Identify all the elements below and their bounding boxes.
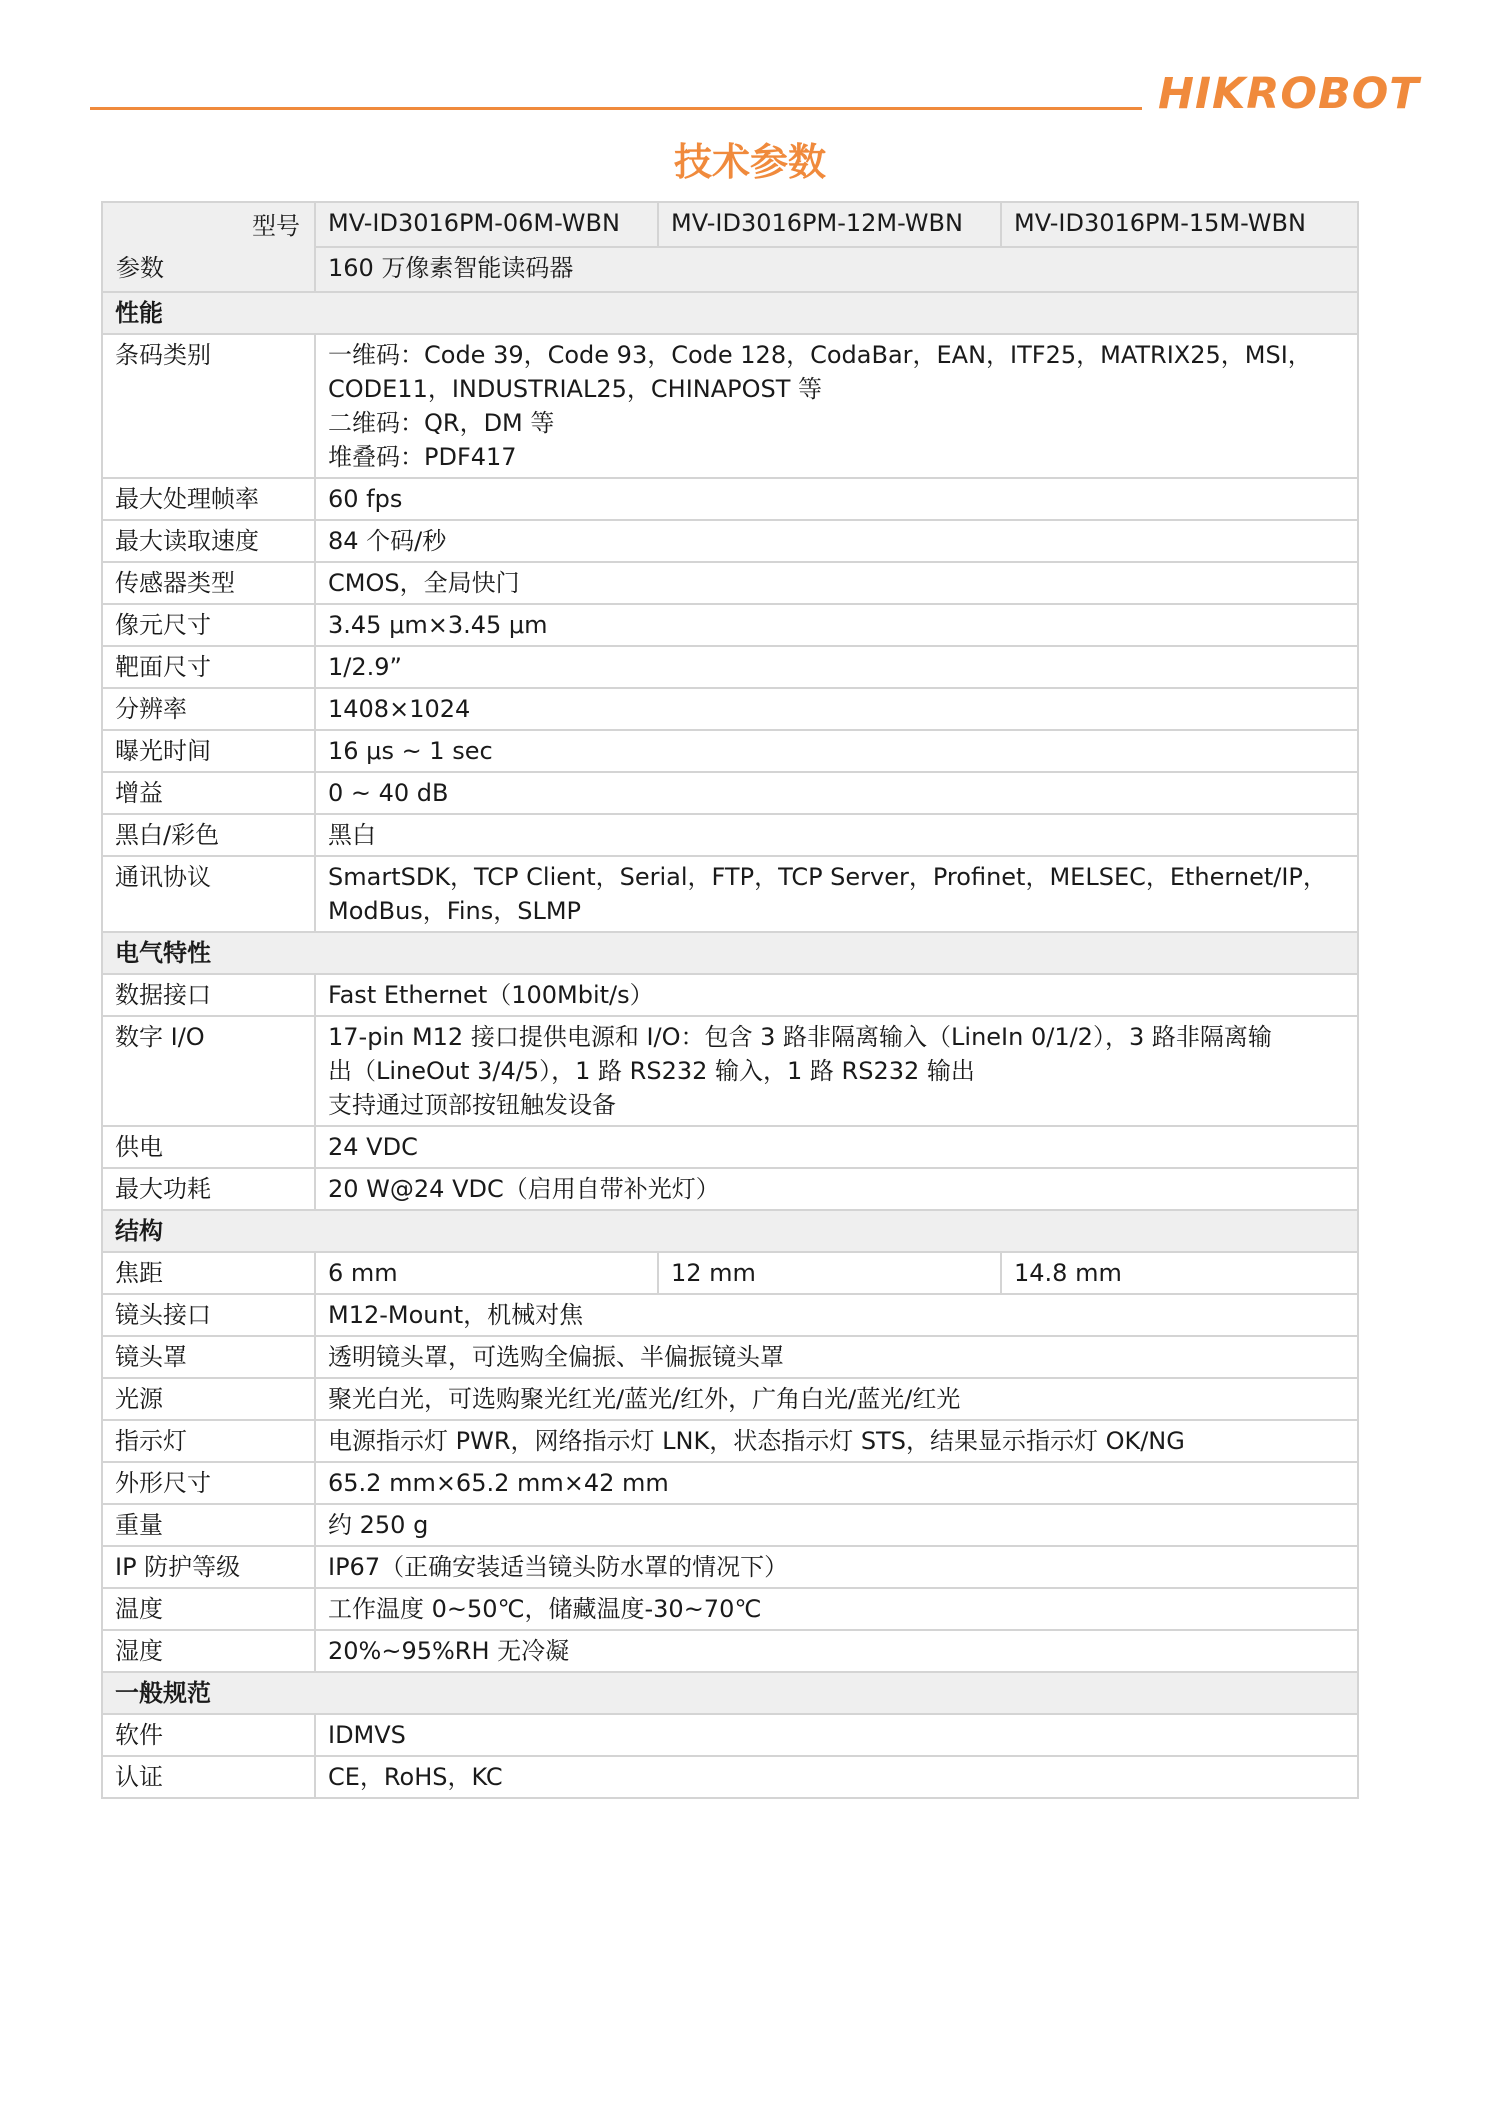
table-row <box>102 1252 1358 1294</box>
row-value: 1408×1024 <box>315 688 1358 730</box>
table-row <box>102 1126 1358 1168</box>
table-row <box>102 334 1358 478</box>
row-value-protocol <box>315 856 1358 932</box>
section-performance: 性能 <box>102 292 1358 334</box>
section-electrical: 电气特性 <box>102 932 1358 974</box>
digital-io-line-3: 支持通过顶部按钮触发设备 <box>328 1091 616 1119</box>
section-structure: 结构 <box>102 1210 1358 1252</box>
table-row <box>102 1630 1358 1672</box>
row-value: 3.45 μm×3.45 μm <box>315 604 1358 646</box>
barcode-line-2d: 二维码：QR，DM 等 <box>328 409 555 437</box>
row-value: 工作温度 0~50℃，储藏温度-30~70℃ <box>315 1588 1358 1630</box>
row-label: 靶面尺寸 <box>102 646 315 688</box>
row-label: 供电 <box>102 1126 315 1168</box>
section-row <box>102 292 1358 334</box>
row-label: 最大读取速度 <box>102 520 315 562</box>
table-row <box>102 772 1358 814</box>
row-label: 光源 <box>102 1378 315 1420</box>
focal-value-06m: 6 mm <box>315 1252 658 1294</box>
row-label: 外形尺寸 <box>102 1462 315 1504</box>
row-value: IP67（正确安装适当镜头防水罩的情况下） <box>315 1546 1358 1588</box>
section-general: 一般规范 <box>102 1672 1358 1714</box>
row-label: 数字 I/O <box>102 1016 315 1126</box>
table-row <box>102 1546 1358 1588</box>
row-value: Fast Ethernet（100Mbit/s） <box>315 974 1358 1016</box>
row-label: 条码类别 <box>102 334 315 478</box>
row-value: 65.2 mm×65.2 mm×42 mm <box>315 1462 1358 1504</box>
table-row <box>102 1588 1358 1630</box>
row-value: 黑白 <box>315 814 1358 856</box>
row-label: 通讯协议 <box>102 856 315 932</box>
table-row <box>102 688 1358 730</box>
protocol-line-2: ModBus，Fins，SLMP <box>328 897 582 925</box>
row-label: 重量 <box>102 1504 315 1546</box>
row-value: M12-Mount，机械对焦 <box>315 1294 1358 1336</box>
row-value: 20%~95%RH 无冷凝 <box>315 1630 1358 1672</box>
barcode-line-1d: 一维码：Code 39，Code 93，Code 128，CodaBar，EAN，ITF25，MATRIX25，MSI， <box>328 341 1312 369</box>
row-value-barcode <box>315 334 1358 478</box>
row-label: 数据接口 <box>102 974 315 1016</box>
section-row <box>102 1672 1358 1714</box>
table-row <box>102 1420 1358 1462</box>
row-value: 约 250 g <box>315 1504 1358 1546</box>
row-label: 曝光时间 <box>102 730 315 772</box>
table-row <box>102 1504 1358 1546</box>
row-label: IP 防护等级 <box>102 1546 315 1588</box>
table-row <box>102 1714 1358 1756</box>
table-row <box>102 1378 1358 1420</box>
row-value: 电源指示灯 PWR，网络指示灯 LNK，状态指示灯 STS，结果显示指示灯 OK/NG <box>315 1420 1358 1462</box>
corner-param-label: 参数 <box>116 254 164 282</box>
row-label: 像元尺寸 <box>102 604 315 646</box>
corner-cell <box>102 202 315 292</box>
row-value: 16 μs ~ 1 sec <box>315 730 1358 772</box>
row-value-digital-io <box>315 1016 1358 1126</box>
product-description: 160 万像素智能读码器 <box>315 247 1358 292</box>
row-value: 1/2.9” <box>315 646 1358 688</box>
table-row <box>102 856 1358 932</box>
table-row <box>102 1756 1358 1798</box>
row-value: 聚光白光，可选购聚光红光/蓝光/红外，广角白光/蓝光/红光 <box>315 1378 1358 1420</box>
table-header-row <box>102 202 1358 247</box>
digital-io-line-1: 17-pin M12 接口提供电源和 I/O：包含 3 路非隔离输入（LineIn 0/1/2），3 路非隔离输 <box>328 1023 1272 1051</box>
row-label: 传感器类型 <box>102 562 315 604</box>
table-row <box>102 1016 1358 1126</box>
row-label: 认证 <box>102 1756 315 1798</box>
barcode-line-1d-cont: CODE11，INDUSTRIAL25，CHINAPOST 等 <box>328 375 823 403</box>
spec-table <box>101 201 1359 1799</box>
row-label: 增益 <box>102 772 315 814</box>
row-value: IDMVS <box>315 1714 1358 1756</box>
focal-value-12m: 12 mm <box>658 1252 1001 1294</box>
table-row <box>102 604 1358 646</box>
table-row <box>102 1336 1358 1378</box>
table-row <box>102 478 1358 520</box>
row-value: 20 W@24 VDC（启用自带补光灯） <box>315 1168 1358 1210</box>
corner-model-label: 型号 <box>252 212 300 240</box>
row-label: 分辨率 <box>102 688 315 730</box>
row-value: CMOS，全局快门 <box>315 562 1358 604</box>
table-row <box>102 520 1358 562</box>
page-title: 技术参数 <box>673 140 826 184</box>
table-row <box>102 1168 1358 1210</box>
brand-logo: HIKROBOT <box>1158 69 1420 119</box>
row-value: 60 fps <box>315 478 1358 520</box>
table-row <box>102 730 1358 772</box>
table-row <box>102 814 1358 856</box>
header-divider <box>90 107 1142 110</box>
row-value: 24 VDC <box>315 1126 1358 1168</box>
row-label: 最大处理帧率 <box>102 478 315 520</box>
row-label: 黑白/彩色 <box>102 814 315 856</box>
model-cell-06m: MV-ID3016PM-06M-WBN <box>315 202 658 247</box>
section-row <box>102 1210 1358 1252</box>
table-row <box>102 562 1358 604</box>
table-row <box>102 1294 1358 1336</box>
table-row <box>102 974 1358 1016</box>
protocol-line-1: SmartSDK，TCP Client，Serial，FTP，TCP Server，Profinet，MELSEC，Ethernet/IP， <box>328 863 1327 891</box>
section-row <box>102 932 1358 974</box>
model-cell-15m: MV-ID3016PM-15M-WBN <box>1001 202 1358 247</box>
row-label: 焦距 <box>102 1252 315 1294</box>
row-label: 软件 <box>102 1714 315 1756</box>
row-value: CE，RoHS，KC <box>315 1756 1358 1798</box>
row-value: 透明镜头罩，可选购全偏振、半偏振镜头罩 <box>315 1336 1358 1378</box>
table-row <box>102 1462 1358 1504</box>
row-label: 湿度 <box>102 1630 315 1672</box>
row-label: 镜头接口 <box>102 1294 315 1336</box>
row-label: 最大功耗 <box>102 1168 315 1210</box>
row-value: 84 个码/秒 <box>315 520 1358 562</box>
row-value: 0 ~ 40 dB <box>315 772 1358 814</box>
row-label: 指示灯 <box>102 1420 315 1462</box>
model-cell-12m: MV-ID3016PM-12M-WBN <box>658 202 1001 247</box>
barcode-line-stacked: 堆叠码：PDF417 <box>328 443 517 471</box>
digital-io-line-2: 出（LineOut 3/4/5），1 路 RS232 输入，1 路 RS232 输出 <box>328 1057 975 1085</box>
row-label: 镜头罩 <box>102 1336 315 1378</box>
table-row <box>102 646 1358 688</box>
row-label: 温度 <box>102 1588 315 1630</box>
focal-value-15m: 14.8 mm <box>1001 1252 1358 1294</box>
